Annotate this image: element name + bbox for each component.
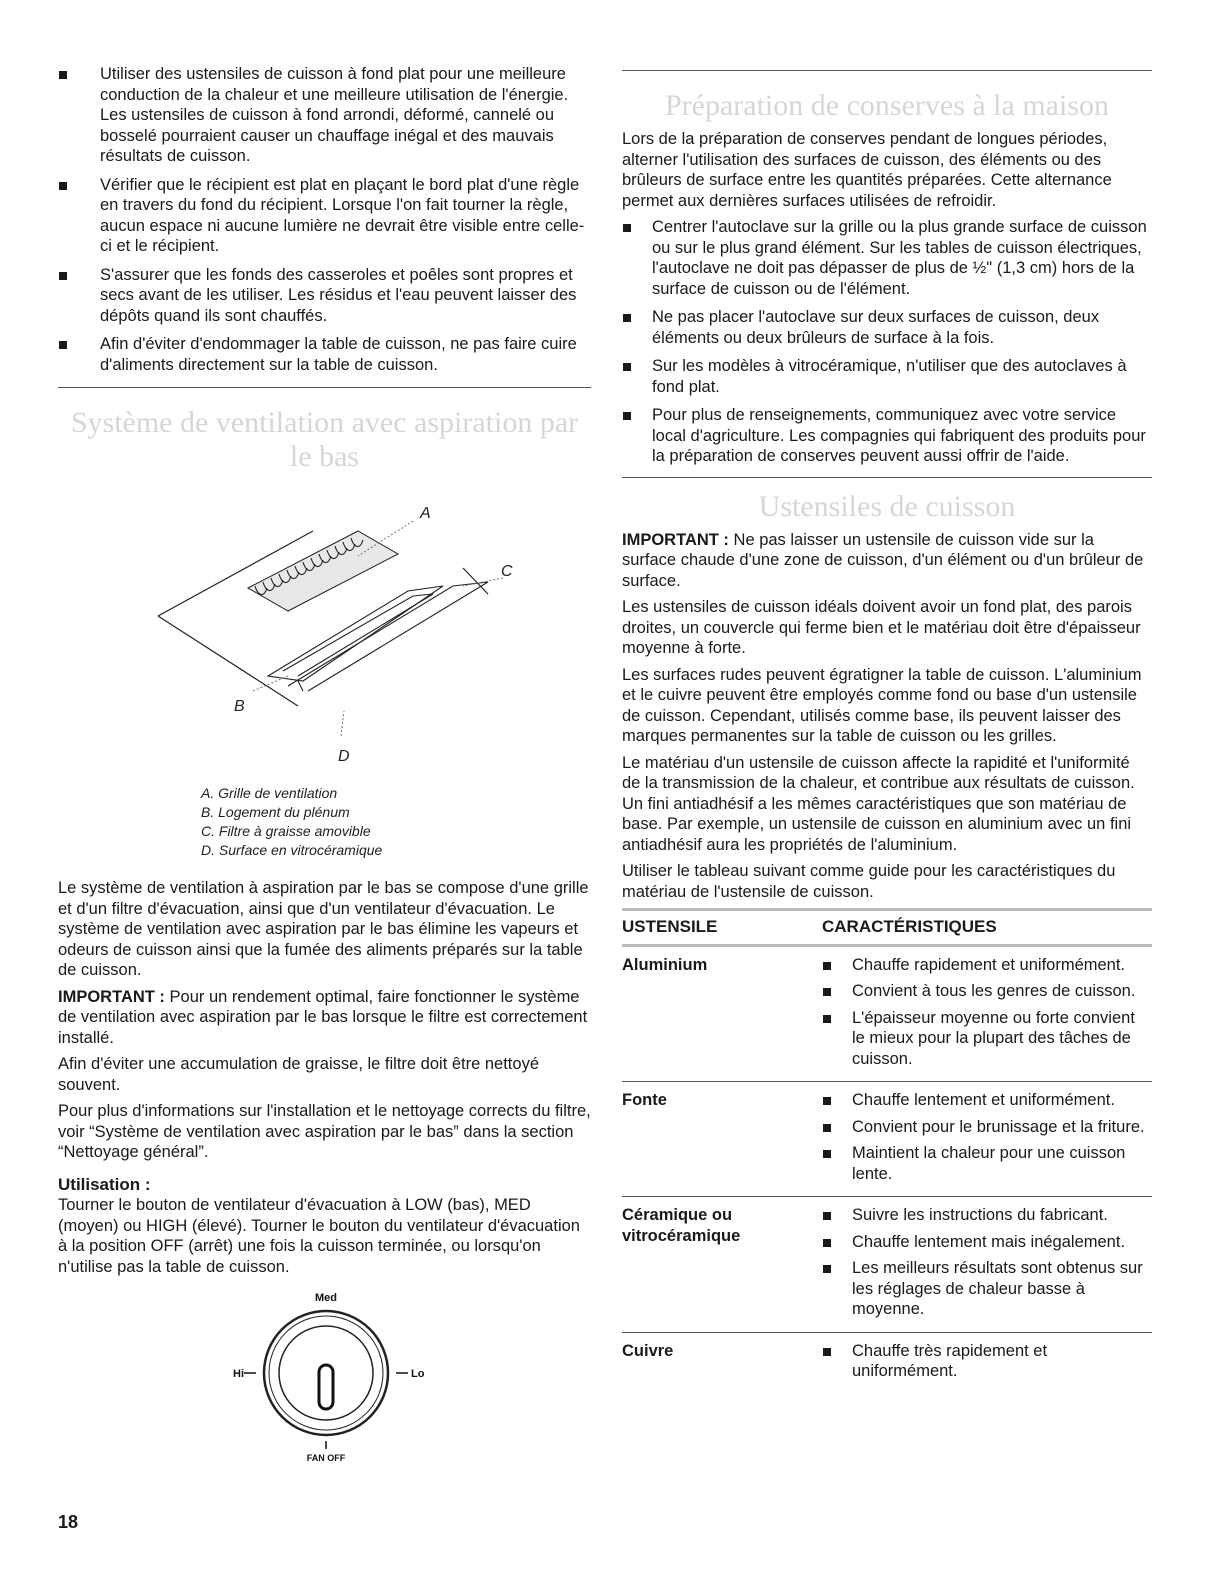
ventilation-important	[58, 987, 591, 1049]
section-divider	[58, 387, 591, 388]
filter-cleaning-note: Afin d'éviter une accumulation de graisse, le filtre doit être nettoyé souvent.	[58, 1055, 539, 1094]
cookware-paragraph: Le matériau d'un ustensile de cuisson affecte la rapidité et l'uniformité de la transmission de la chaleur, et contribue aux résultats de cuisson. Un fini antiadhésif a les mêmes caractéristiques que son matériau de base. Par exemple, un ustensile de cuisson en aluminium avec un fini antiadhésif aura les propriétés de l'aluminium.	[622, 753, 1135, 854]
list-item: Convient pour le brunissage et la friture.	[822, 1117, 1152, 1138]
section-title-canning: Préparation de conserves à la maison	[664, 89, 1109, 122]
label-c: C	[501, 563, 513, 580]
list-item: Pour plus de renseignements, communiquez avec votre service local d'agriculture. Les compagnies qui fabriquent des produits pour la préparation de conserves peuvent aussi offrir de l'aide.	[622, 405, 1152, 467]
use-instructions: Tourner le bouton de ventilateur d'évacuation à LOW (bas), MED (moyen) ou HIGH (élevé). Tourner le bouton du ventilateur d'évacuation à la position OFF (arrêt) une fois la cuisson terminée, ou lorsqu'on n'utilise pas la table de cuisson.	[58, 1196, 580, 1276]
list-item: S'assurer que les fonds des casseroles et poêles sont propres et secs avant de les utiliser. Les résidus et l'eau peuvent laisser des dépôts quand ils sont chauffés.	[58, 265, 591, 327]
list-item: Chauffe lentement mais inégalement.	[822, 1232, 1152, 1253]
important-text: Pour un rendement optimal, faire fonctionner le système de ventilation avec aspiration par le bas lorsque le filtre est correctement installé.	[58, 987, 588, 1047]
list-item: L'épaisseur moyenne ou forte convient le mieux pour la plupart des tâches de cuisson.	[822, 1008, 1152, 1070]
material-characteristics	[822, 1082, 1152, 1197]
caption-b: B. Logement du plénum	[201, 804, 350, 820]
list-item: Maintient la chaleur pour une cuisson lente.	[822, 1143, 1152, 1184]
material-name: Céramique ou vitrocéramique	[622, 1197, 822, 1333]
knob-label-hi: Hi	[233, 1368, 244, 1380]
ventilation-diagram	[58, 476, 591, 786]
caption-c: C. Filtre à graisse amovible	[201, 823, 371, 839]
material-characteristics	[822, 945, 1152, 1082]
list-item: Les meilleurs résultats sont obtenus sur les réglages de chaleur basse à moyenne.	[822, 1258, 1152, 1320]
material-name: Cuivre	[622, 1341, 674, 1360]
caption-d: D. Surface en vitrocéramique	[201, 842, 383, 858]
list-item: Chauffe lentement et uniformément.	[822, 1090, 1152, 1111]
list-item: Convient à tous les genres de cuisson.	[822, 981, 1152, 1002]
left-column	[58, 64, 591, 1473]
cookware-paragraph: Utiliser le tableau suivant comme guide pour les caractéristiques du matériau de l'ustensile de cuisson.	[622, 862, 1116, 901]
knob-label-lo: Lo	[411, 1368, 425, 1380]
list-item: Utiliser des ustensiles de cuisson à fond plat pour une meilleure conduction de la chaleur et une meilleure utilisation de l'énergie. Les ustensiles de cuisson à fond arrondi, déformé, cannelé ou bosselé pourraient causer un chauffage inégal et des mauvais résultats de cuisson.	[58, 64, 591, 167]
table-row	[622, 1082, 1152, 1197]
list-item: Vérifier que le récipient est plat en plaçant le bord plat d'une règle en travers du fond du récipient. Lorsque l'on fait tourner la règle, aucun espace ni aucune lumière ne devrait être visible entre celle-ci et le récipient.	[58, 175, 591, 257]
caption-a: A. Grille de ventilation	[201, 785, 338, 801]
filter-info-reference: Pour plus d'informations sur l'installation et le nettoyage corrects du filtre, voir “Système de ventilation avec aspiration par le bas” dans la section “Nettoyage général”.	[58, 1102, 591, 1161]
diagram-legend	[58, 784, 591, 860]
label-a: A	[420, 505, 431, 522]
label-d: D	[338, 748, 350, 765]
section-divider	[622, 70, 1152, 71]
important-label: IMPORTANT :	[622, 530, 729, 549]
cookware-paragraph: Les surfaces rudes peuvent égratigner la table de cuisson. L'aluminium et le cuivre peuvent être employés comme fond ou base d'un ustensile de cuisson. Cependant, utilisés comme base, ils peuvent laisser des marques permanentes sur la table de cuisson ou les grilles.	[622, 665, 1142, 745]
list-item: Sur les modèles à vitrocéramique, n'utiliser que des autoclaves à fond plat.	[622, 356, 1152, 397]
list-item: Chauffe très rapidement et uniformément.	[822, 1341, 1152, 1382]
table-header-row	[622, 910, 1152, 946]
knob-label-med: Med	[315, 1292, 337, 1304]
fan-knob-diagram	[58, 1283, 591, 1473]
section-title-cookware: Ustensiles de cuisson	[758, 489, 1016, 523]
column-header-caracteristiques: CARACTÉRISTIQUES	[822, 910, 1152, 946]
cookware-tips-list	[58, 64, 591, 375]
list-item: Suivre les instructions du fabricant.	[822, 1205, 1152, 1226]
material-name: Aluminium	[622, 945, 822, 1082]
cookware-material-table	[622, 908, 1152, 1394]
ventilation-description: Le système de ventilation à aspiration par le bas se compose d'une grille et d'un filtre d'évacuation, ainsi que d'un ventilateur d'évacuation. Le système de ventilation avec aspiration par le bas élimine les vapeurs et odeurs de cuisson ainsi que la fumée des aliments préparés sur la table de cuisson.	[58, 879, 589, 979]
list-item: Afin d'éviter d'endommager la table de cuisson, ne pas faire cuire d'aliments directement sur la table de cuisson.	[58, 334, 591, 375]
label-b: B	[234, 698, 245, 715]
cookware-paragraph: Les ustensiles de cuisson idéals doivent avoir un fond plat, des parois droites, un couvercle qui ferme bien et le matériau doit être d'épaisseur moyenne à forte.	[622, 598, 1141, 657]
canning-list	[622, 217, 1152, 467]
use-heading: Utilisation :	[58, 1174, 151, 1194]
list-item: Ne pas placer l'autoclave sur deux surfaces de cuisson, deux éléments ou deux brûleurs de surface à la fois.	[622, 307, 1152, 348]
list-item: Centrer l'autoclave sur la grille ou la plus grande surface de cuisson ou sur le plus grand élément. Sur les tables de cuisson électriques, l'autoclave ne doit pas dépasser de plus de ½" (1,3 cm) hors de la surface de cuisson ou de l'élément.	[622, 217, 1152, 299]
material-characteristics	[822, 1197, 1152, 1333]
important-text: Ne pas laisser un ustensile de cuisson vide sur la surface chaude d'une zone de cuisson, d'un élément ou d'un brûleur de surface.	[622, 530, 1144, 590]
page-number: 18	[58, 1512, 79, 1532]
vent-grille	[248, 531, 398, 611]
right-column	[622, 70, 1152, 1394]
section-divider	[622, 477, 1152, 478]
canning-intro: Lors de la préparation de conserves pendant de longues périodes, alterner l'utilisation des surfaces de cuisson, des éléments ou des brûleurs de surface entre les quantités préparées. Cette alternance permet aux dernières surfaces utilisées de refroidir.	[622, 130, 1112, 210]
section-title-ventilation: Système de ventilation avec aspiration par le bas	[70, 406, 579, 473]
column-header-ustensile: USTENSILE	[622, 910, 822, 946]
important-label: IMPORTANT :	[58, 987, 165, 1006]
table-row	[622, 945, 1152, 1082]
list-item: Chauffe rapidement et uniformément.	[822, 955, 1152, 976]
cookware-important	[622, 530, 1152, 592]
knob-label-fan-off: FAN OFF	[306, 1453, 346, 1463]
knob-pointer	[319, 1365, 333, 1409]
material-characteristics	[822, 1332, 1152, 1394]
material-name: Fonte	[622, 1082, 822, 1197]
table-row	[622, 1197, 1152, 1333]
table-row	[622, 1332, 1152, 1394]
